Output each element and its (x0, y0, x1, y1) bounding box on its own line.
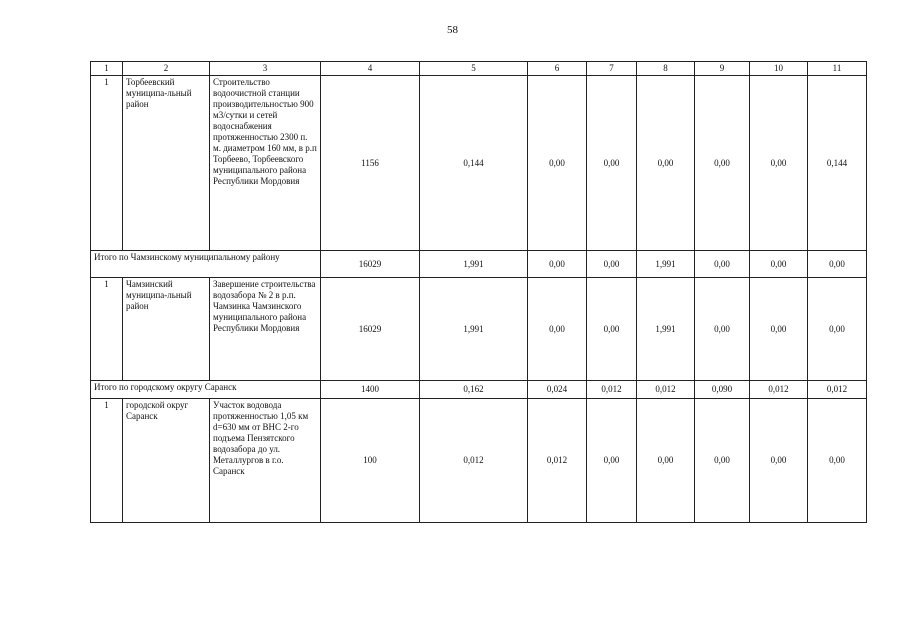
value-cell: 1400 (321, 381, 420, 399)
district-cell: Чамзинский муниципа-льный район (123, 278, 210, 381)
value-cell: 0,00 (695, 278, 750, 381)
column-header: 7 (587, 62, 637, 76)
value-cell: 16029 (321, 278, 420, 381)
value-cell: 0,00 (750, 399, 808, 523)
value-cell: 1,991 (420, 278, 528, 381)
value-cell: 0,00 (808, 399, 867, 523)
value-cell: 0,162 (420, 381, 528, 399)
value-cell: 1,991 (637, 251, 695, 278)
value-cell: 1,991 (420, 251, 528, 278)
table-row (91, 399, 867, 523)
value-cell: 0,00 (808, 278, 867, 381)
value-cell: 0,00 (587, 399, 637, 523)
project-cell: Участок водовода протяженностью 1,05 км d=630 мм от ВНС 2-го подъема Пензятского водозабора до ул. Металлургов в г.о. Саранск (210, 399, 321, 523)
value-cell: 0,012 (587, 381, 637, 399)
table-row (91, 76, 867, 251)
column-header: 6 (528, 62, 587, 76)
project-cell: Строительство водоочистной станции производительностью 900 м3/сутки и сетей водоснабжения протяженностью 2300 п. м. диаметром 160 мм, в р.п Торбеево, Торбеевского муниципального района Республики Мордовия (210, 76, 321, 251)
column-header: 4 (321, 62, 420, 76)
value-cell: 0,00 (587, 76, 637, 251)
value-cell: 0,024 (528, 381, 587, 399)
page-number: 58 (447, 24, 458, 36)
column-header-row (91, 62, 867, 76)
row-number: 1 (91, 76, 123, 251)
column-header: 9 (695, 62, 750, 76)
value-cell: 0,012 (750, 381, 808, 399)
investment-table (90, 61, 867, 523)
value-cell: 0,00 (528, 278, 587, 381)
value-cell: 0,00 (587, 251, 637, 278)
column-header: 2 (123, 62, 210, 76)
value-cell: 1156 (321, 76, 420, 251)
value-cell: 0,012 (420, 399, 528, 523)
value-cell: 0,00 (808, 251, 867, 278)
column-header: 10 (750, 62, 808, 76)
column-header: 5 (420, 62, 528, 76)
column-header: 8 (637, 62, 695, 76)
value-cell: 1,991 (637, 278, 695, 381)
value-cell: 0,00 (695, 76, 750, 251)
value-cell: 0,012 (808, 381, 867, 399)
total-label: Итого по Чамзинскому муниципальному району (91, 251, 321, 278)
value-cell: 0,00 (695, 251, 750, 278)
value-cell: 0,00 (695, 399, 750, 523)
value-cell: 0,00 (750, 251, 808, 278)
value-cell: 0,012 (528, 399, 587, 523)
value-cell: 0,00 (750, 76, 808, 251)
column-header: 3 (210, 62, 321, 76)
value-cell: 0,144 (808, 76, 867, 251)
total-row (91, 251, 867, 278)
project-cell: Завершение строительства водозабора № 2 в р.п. Чамзинка Чамзинского муниципального района Республики Мордовия (210, 278, 321, 381)
value-cell: 100 (321, 399, 420, 523)
value-cell: 0,00 (637, 399, 695, 523)
value-cell: 0,00 (587, 278, 637, 381)
value-cell: 0,144 (420, 76, 528, 251)
value-cell: 0,090 (695, 381, 750, 399)
value-cell: 0,00 (637, 76, 695, 251)
district-cell: Торбеевский муниципа-льный район (123, 76, 210, 251)
column-header: 11 (808, 62, 867, 76)
total-row (91, 381, 867, 399)
value-cell: 0,00 (528, 76, 587, 251)
row-number: 1 (91, 278, 123, 381)
district-cell: городской округ Саранск (123, 399, 210, 523)
value-cell: 0,00 (750, 278, 808, 381)
total-label: Итого по городскому округу Саранск (91, 381, 321, 399)
column-header: 1 (91, 62, 123, 76)
table-row (91, 278, 867, 381)
value-cell: 0,00 (528, 251, 587, 278)
value-cell: 16029 (321, 251, 420, 278)
row-number: 1 (91, 399, 123, 523)
value-cell: 0,012 (637, 381, 695, 399)
